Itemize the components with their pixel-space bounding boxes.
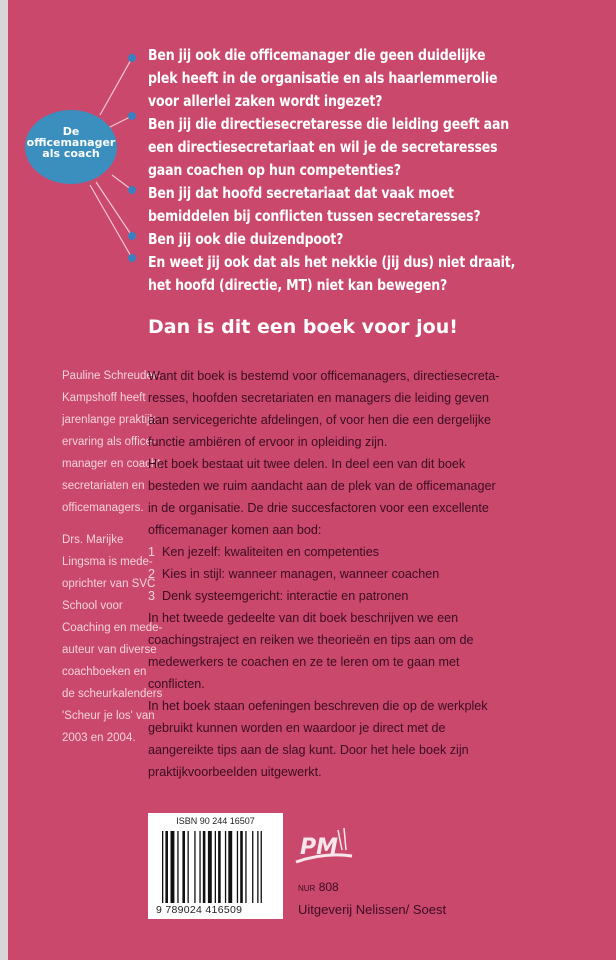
list-item: 2 Kies in stijl: wanneer managen, wanneer coachen [148,567,440,581]
barcode-bar [165,831,168,903]
question-2: Ben jij die directiesecretaresse die leiding geeft aan een directiesecretariaat en wil je de secretaresses gaan coachen op hun competenties? [148,115,510,179]
barcode-bar [188,831,189,903]
barcode-bar [203,831,206,903]
nur-code: NUR 808 [298,880,339,894]
question-1: Ben jij ook die officemanager die geen duidelijke plek heeft in de organisatie en als haarlemmerolie voor allerlei zaken wordt ingezet? [148,46,498,110]
barcode [148,813,283,919]
author-bio: Pauline Schreuder- Kampshoff heeft jarenlange praktijk- ervaring als office- manager en coacht secretariaten en officemanagers. [62,370,161,514]
barcode-bar [240,831,243,903]
barcode-bar [252,831,253,903]
description: Want dit boek is bestemd voor officemanagers, directiesecreta- resses, hoofden secretariaten en managers die leiding geven aan servicegerichte afdelingen, of voor hen die een dergelijke functie ambiëren of ervoor in opleiding zijn. Het boek bestaat uit twee delen. In deel een van dit boek besteden we ruim aandacht aan de plek van de officemanager in de organisatie. De drie succesfactoren voor een excellente officemanager komen aan bod: 1 Ken jezelf: kwaliteiten en competenties 2 Kies in stijl: wanneer managen, wanneer coachen 3 Denk systeemgericht: interactie en patronen In het tweede gedeelte van dit boek beschrijven we een coachingstraject en reiken we theorieën en tips aan om de medewerkers te coachen en ze te leren om te gaan met conflicten. In het boek staan oefeningen beschreven die op de werkplek gebruikt kunnen worden en waardoor je direct met de aangereikte tips aan de slag kunt. Door het hele boek zijn praktijkvoorbeelden uitgewerkt. [148,369,500,779]
author-bios [62,365,163,759]
barcode-bar [194,831,195,903]
publisher: Uitgeverij Nelissen/ Soest [298,902,447,917]
ean-number: 9 789024 416509 [156,904,243,916]
barcode-bar [261,831,262,903]
barcode-bar [171,831,175,903]
barcode-bar [228,831,232,903]
barcode-bar [177,831,178,903]
barcode-bars [162,831,268,903]
publisher-logo [294,826,354,866]
question-3: Ben jij dat hoofd secretariaat dat vaak moet bemiddelen bij conflicten tussen secretaresses? [148,184,481,225]
title-badge [25,110,117,184]
svg-text:PM: PM [300,835,339,860]
barcode-bar [182,831,185,903]
barcode-bar [245,831,246,903]
barcode-bar [215,831,216,903]
question-4: Ben jij ook die duizendpoot? [148,230,344,248]
barcode-bar [225,831,226,903]
list-item: 3 Denk systeemgericht: interactie en patronen [148,589,409,603]
barcode-bar [162,831,163,903]
author-bio: Drs. Marijke Lingsma is mede- oprichter van SVC School voor Coaching en mede- auteur van diverse coachboeken en de scheurkalenders 'Scheur je los' van 2003 en 2004. [62,534,163,744]
barcode-bar [257,831,258,903]
list-item: 1 Ken jezelf: kwaliteiten en competenties [148,545,380,559]
badge-line: officemanager [26,136,116,149]
barcode-bar [199,831,200,903]
barcode-bar [218,831,221,903]
barcode-bar [237,831,238,903]
headline: Dan is dit een boek voor jou! [148,316,458,338]
badge-line: De [62,125,80,138]
badge-line: als coach [42,147,100,160]
question-5: En weet jij ook dat als het nekkie (jij dus) niet draait, het hoofd (directie, MT) niet kan bewegen? [148,253,516,294]
isbn: ISBN 90 244 16507 [176,816,255,826]
barcode-bar [208,831,212,903]
